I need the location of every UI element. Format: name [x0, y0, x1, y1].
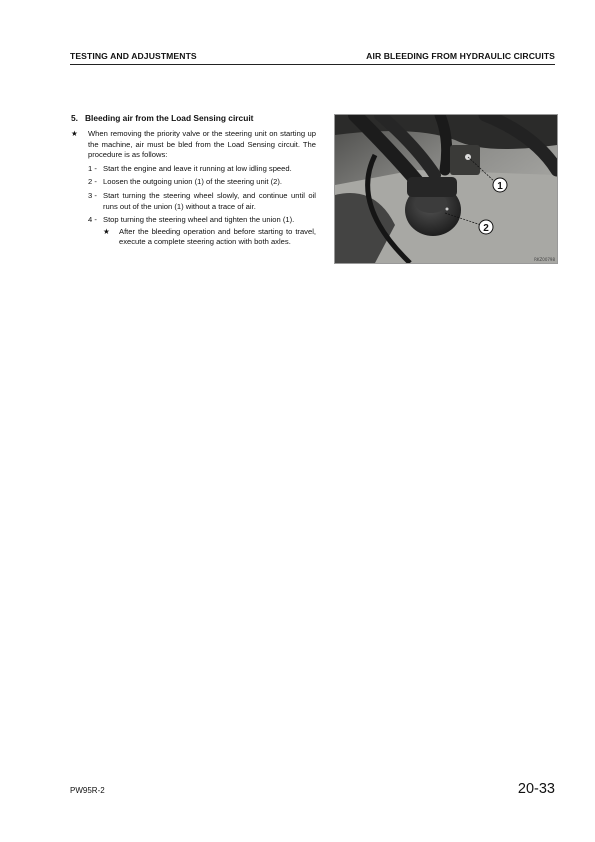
- step-number: 3 -: [88, 190, 97, 200]
- step-text: Loosen the outgoing union (1) of the steering unit (2).: [103, 177, 282, 187]
- note-paragraph: [103, 227, 316, 248]
- intro-paragraph: [71, 129, 316, 161]
- star-icon: ★: [103, 226, 110, 236]
- hose-right: [440, 115, 447, 170]
- callout-2: [479, 220, 493, 234]
- footer-model: PW95R-2: [70, 786, 105, 795]
- section-title: Bleeding air from the Load Sensing circuit: [84, 113, 254, 123]
- steering-unit-photo: [334, 114, 558, 264]
- callout-2-label: 2: [483, 223, 489, 234]
- star-icon: ★: [71, 129, 78, 138]
- step-3: [88, 191, 316, 212]
- step-4: [88, 215, 316, 226]
- steering-unit-mount: [407, 177, 457, 197]
- callout-1-label: 1: [497, 181, 503, 192]
- step-text: Start turning the steering wheel slowly, and continue until oil runs out of the union (1) without a trace of air.: [103, 190, 316, 211]
- step-number: 2 -: [88, 177, 97, 187]
- bolt: [446, 208, 449, 211]
- step-2: [88, 177, 316, 188]
- section-heading: [71, 113, 253, 123]
- section-number: 5.: [71, 113, 78, 123]
- valve-block: [450, 145, 480, 175]
- step-text: Start the engine and leave it running at low idling speed.: [103, 163, 292, 173]
- step-1: [88, 164, 316, 175]
- callout-1: [493, 178, 507, 192]
- procedure-body: [71, 129, 316, 248]
- photo-illustration: [335, 115, 557, 263]
- figure-code: RKZ00798: [534, 257, 555, 262]
- page-header: [70, 50, 555, 65]
- step-number: 4 -: [88, 215, 97, 225]
- step-text: Stop turning the steering wheel and tighten the union (1).: [103, 215, 295, 225]
- header-chapter-title: AIR BLEEDING FROM HYDRAULIC CIRCUITS: [366, 51, 555, 61]
- note-text: After the bleeding operation and before starting to travel, execute a complete steering action with both axles.: [119, 226, 316, 247]
- step-number: 1 -: [88, 163, 97, 173]
- header-section-title: TESTING AND ADJUSTMENTS: [70, 51, 197, 61]
- intro-text: When removing the priority valve or the steering unit on starting up the machine, air must be bled from the Load Sensing circuit. The procedure is as follows:: [88, 129, 316, 160]
- footer-page-number: 20-33: [517, 781, 555, 797]
